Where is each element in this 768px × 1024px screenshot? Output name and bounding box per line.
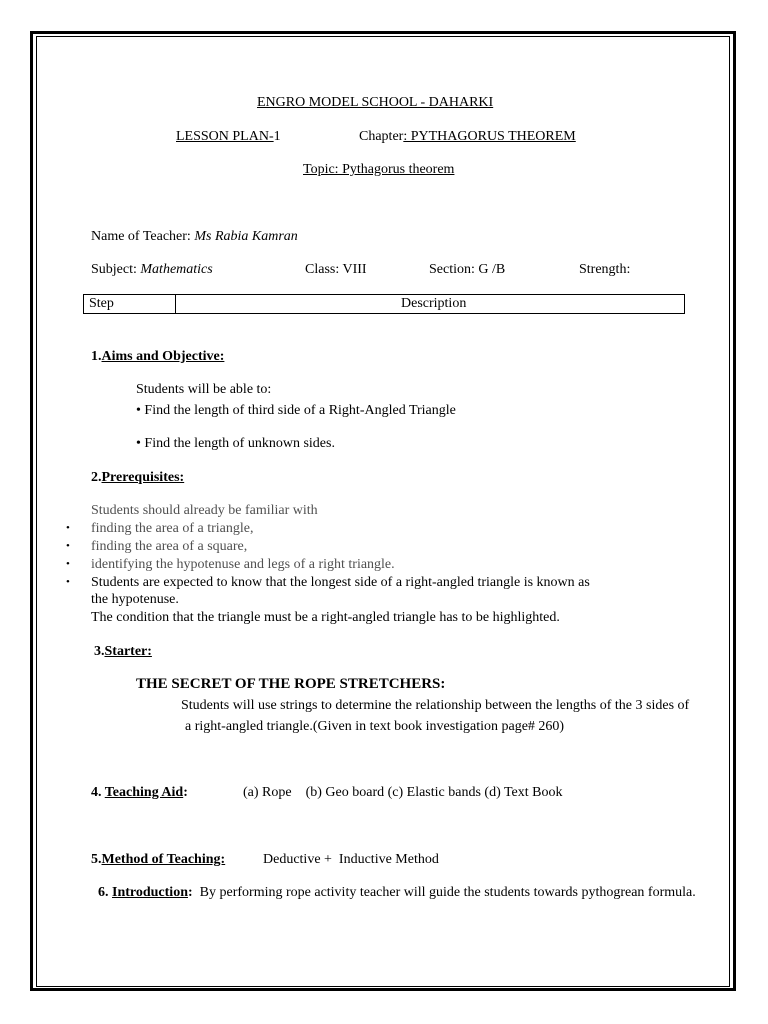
starter-title: Starter: xyxy=(104,644,152,659)
starter-number: 3. xyxy=(94,644,105,659)
prereq-title: Prerequisites: xyxy=(101,470,185,485)
bullet-dot: • xyxy=(66,522,70,534)
intro-number: 6. xyxy=(98,885,112,900)
starter-heading xyxy=(94,643,152,660)
subject xyxy=(91,261,213,278)
subject-value: Mathematics xyxy=(140,262,213,277)
intro-value: By performing rope activity teacher will guide the students towards pythogrean formula. xyxy=(192,885,696,900)
aims-intro: Students will be able to: xyxy=(136,382,272,397)
method-value: Deductive + Inductive Method xyxy=(263,852,439,867)
starter-description-line: Students will use strings to determine the relationship between the lengths of the 3 sides of xyxy=(181,698,690,713)
lesson-plan-title xyxy=(176,128,281,145)
lesson-plan-label: LESSON PLAN- xyxy=(176,129,274,144)
table-header-description: Description xyxy=(401,296,467,311)
prereq-intro: Students should already be familiar with xyxy=(91,503,318,518)
table-divider xyxy=(175,295,176,313)
aims-heading xyxy=(91,348,224,365)
teaching-aid-items: (a) Rope (b) Geo board (c) Elastic bands (d) Text Book xyxy=(243,785,563,800)
intro-title: Introduction xyxy=(112,885,188,900)
introduction xyxy=(98,884,696,901)
starter-description-line: a right-angled triangle.(Given in text book investigation page# 260) xyxy=(185,719,565,734)
chapter xyxy=(359,128,576,145)
starter-activity-title: THE SECRET OF THE ROPE STRETCHERS: xyxy=(136,676,446,692)
step-description-table xyxy=(83,294,685,314)
method-heading xyxy=(91,851,225,868)
subject-label: Subject: xyxy=(91,262,141,277)
teacher-value: Ms Rabia Kamran xyxy=(194,229,298,244)
method-title: Method of Teaching: xyxy=(101,852,226,867)
prereq-item: finding the area of a triangle, xyxy=(91,521,254,536)
prereq-item: finding the area of a square, xyxy=(91,539,248,554)
aims-item: • Find the length of third side of a Right-Angled Triangle xyxy=(136,403,456,418)
prereq-continuation: the hypotenuse. xyxy=(91,592,179,607)
intro-colon: : xyxy=(187,885,193,900)
prereq-item: Students are expected to know that the longest side of a right-angled triangle is known as xyxy=(91,575,590,590)
school-name: ENGRO MODEL SCHOOL - DAHARKI xyxy=(257,95,494,110)
table-header-step: Step xyxy=(89,296,114,311)
aims-item: • Find the length of unknown sides. xyxy=(136,436,335,451)
prereq-item: identifying the hypotenuse and legs of a right triangle. xyxy=(91,557,395,572)
strength-info: Strength: xyxy=(579,262,631,277)
aims-number: 1. xyxy=(91,349,102,364)
bullet-dot: • xyxy=(66,558,70,570)
topic: Topic: Pythagorus theorem xyxy=(303,162,455,177)
method-number: 5. xyxy=(91,852,102,867)
class-info: Class: VIII xyxy=(305,262,367,277)
teacher-label: Name of Teacher: xyxy=(91,229,195,244)
lesson-plan-number: 1 xyxy=(273,129,281,144)
chapter-label: Chapter xyxy=(359,129,404,144)
teaching-aid-title: Teaching Aid xyxy=(104,785,184,800)
chapter-value: : PYTHAGORUS THEOREM xyxy=(403,129,576,144)
bullet-dot: • xyxy=(66,540,70,552)
bullet-dot: • xyxy=(66,576,70,588)
teaching-aid-number: 4. xyxy=(91,785,105,800)
teaching-aid-colon: : xyxy=(183,785,188,800)
section-info: Section: G /B xyxy=(429,262,506,277)
teaching-aid-heading xyxy=(91,784,188,801)
prereq-number: 2. xyxy=(91,470,102,485)
aims-title: Aims and Objective: xyxy=(101,349,225,364)
teacher-name xyxy=(91,228,298,245)
prereq-condition: The condition that the triangle must be a right-angled triangle has to be highlighted. xyxy=(91,610,560,625)
prereq-heading xyxy=(91,469,184,486)
